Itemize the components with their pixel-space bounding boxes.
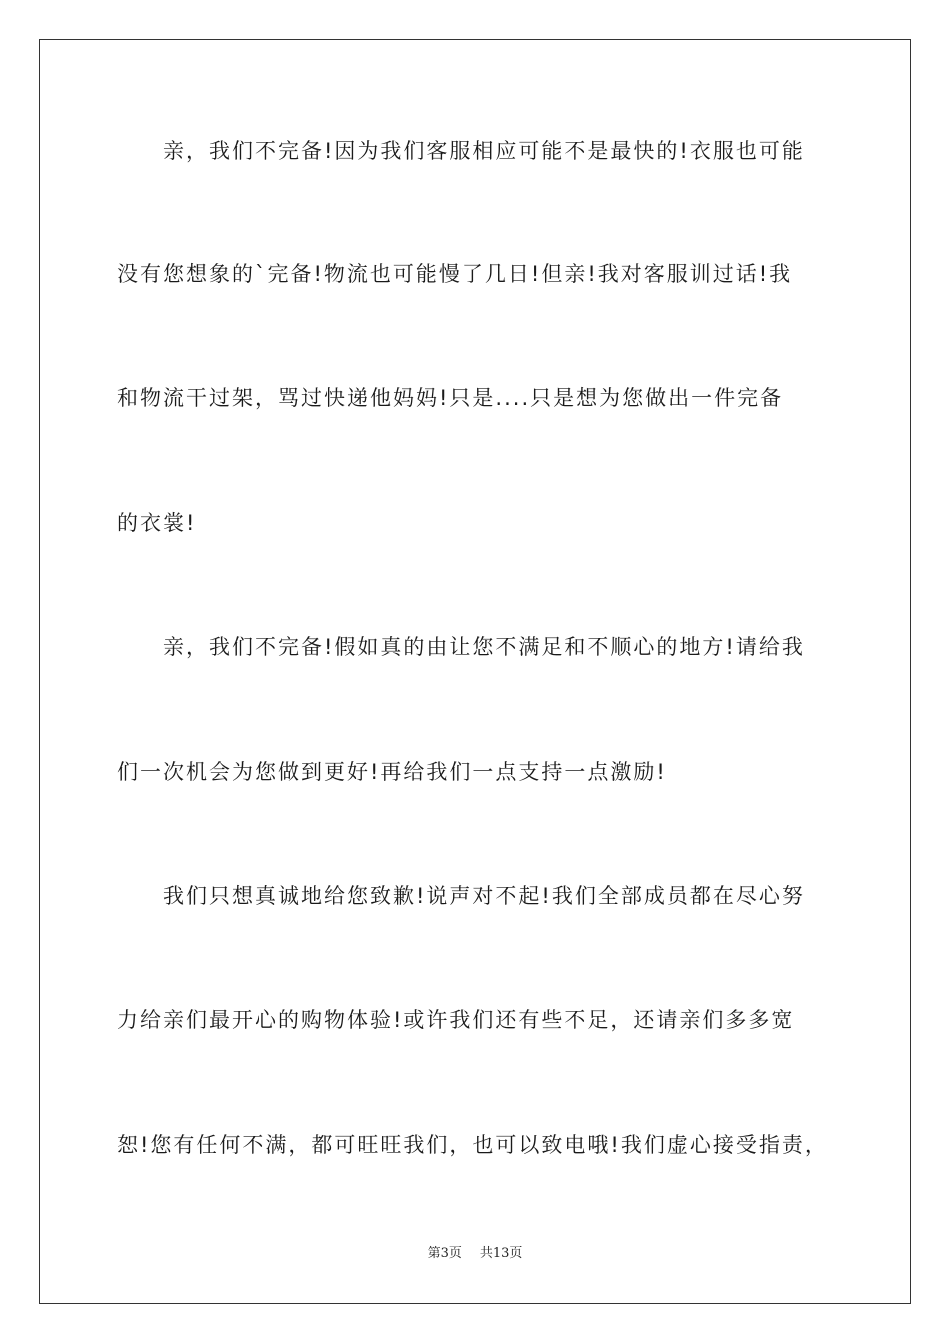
paragraph-1-line-4: 的衣裳! [117, 511, 197, 535]
paragraph-2-line-2: 们一次机会为您做到更好!再给我们一点支持一点激励! [117, 760, 667, 784]
paragraph-3-line-1: 我们只想真诚地给您致歉!说声对不起!我们全部成员都在尽心努 [163, 884, 805, 908]
page-footer [0, 1245, 950, 1263]
paragraph-3-line-2: 力给亲们最开心的购物体验!或许我们还有些不足，还请亲们多多宽 [117, 1008, 795, 1032]
paragraph-1-line-1: 亲，我们不完备!因为我们客服相应可能不是最快的!衣服也可能 [163, 139, 805, 163]
page-number: 第3页 [427, 1246, 462, 1261]
paragraph-2-line-1: 亲，我们不完备!假如真的由让您不满足和不顺心的地方!请给我 [163, 635, 805, 659]
paragraph-1-line-3: 和物流干过架，骂过快递他妈妈!只是....只是想为您做出一件完备 [117, 386, 784, 410]
page-border [39, 39, 911, 1304]
paragraph-1-line-2: 没有您想象的`完备!物流也可能慢了几日!但亲!我对客服训过话!我 [117, 262, 793, 286]
total-pages: 共13页 [479, 1246, 523, 1261]
paragraph-3-line-3: 恕!您有任何不满，都可旺旺我们，也可以致电哦!我们虚心接受指责， [117, 1133, 828, 1157]
